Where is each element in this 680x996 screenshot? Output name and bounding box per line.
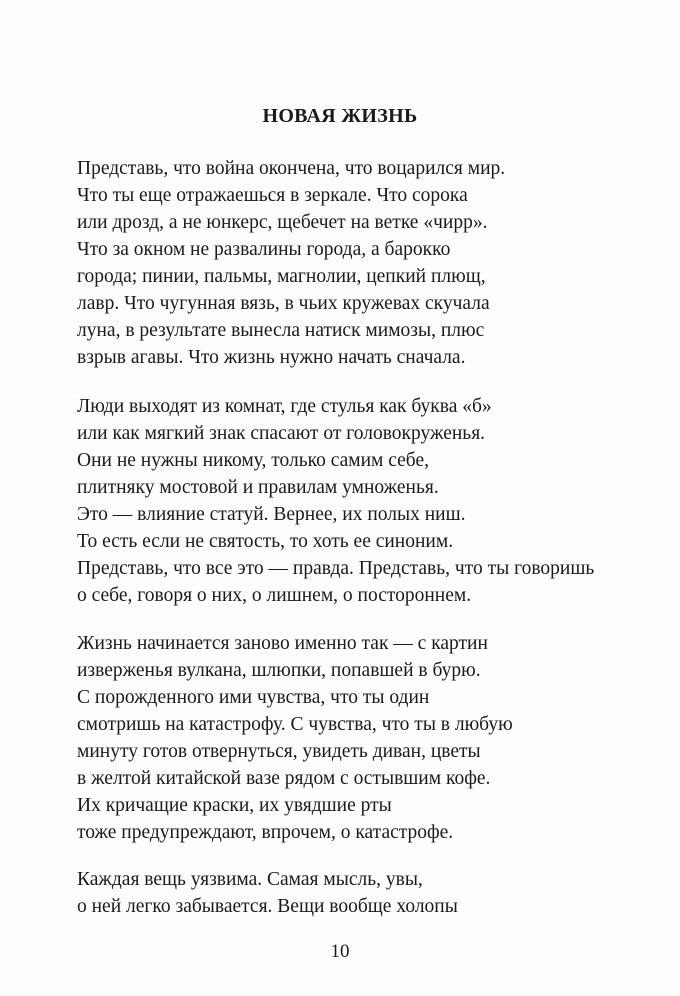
stanza-1 <box>77 155 677 371</box>
poem-line: Люди выходят из комнат, где стулья как буква «б» <box>77 396 492 417</box>
stanza-3 <box>77 630 677 846</box>
poem-line: плитняку мостовой и правилам умноженья. <box>77 477 439 498</box>
stanza-2 <box>77 393 677 609</box>
poem-line: смотришь на катастрофу. С чувства, что ты в любую <box>77 714 513 735</box>
poem-line: С порожденного ими чувства, что ты один <box>77 687 430 708</box>
poem-title: НОВАЯ ЖИЗНЬ <box>262 105 418 127</box>
poem-line: о ней легко забывается. Вещи вообще холопы <box>77 896 458 917</box>
poem-line: Жизнь начинается заново именно так — с картин <box>77 633 488 654</box>
poem-line: То есть если не святость, то хоть ее синоним. <box>77 531 454 552</box>
poem-line: взрыв агавы. Что жизнь нужно начать сначала. <box>77 347 466 368</box>
poem-line: Что за окном не развалины города, а барокко <box>77 239 451 260</box>
poem-line: или как мягкий знак спасают от головокруженья. <box>77 423 486 444</box>
poem-line: о себе, говоря о них, о лишнем, о постороннем. <box>77 585 472 606</box>
poem-line: Представь, что война окончена, что воцарился мир. <box>77 158 506 179</box>
poem-line: Они не нужны никому, только самим себе, <box>77 450 429 471</box>
poem-line: в желтой китайской вазе рядом с остывшим кофе. <box>77 768 491 789</box>
poem-line: Что ты еще отражаешься в зеркале. Что сорока <box>77 185 468 206</box>
poem-line: или дрозд, а не юнкерс, щебечет на ветке «чирр». <box>77 212 488 233</box>
poem-line: Каждая вещь уязвима. Самая мысль, увы, <box>77 869 423 890</box>
poem-line: города; пинии, пальмы, магнолии, цепкий плющ, <box>77 266 486 287</box>
poem-line: изверженья вулкана, шлюпки, попавшей в бурю. <box>77 660 481 681</box>
poem-line: минуту готов отвернуться, увидеть диван, цветы <box>77 741 481 762</box>
poem-line: луна, в результате вынесла натиск мимозы, плюс <box>77 320 485 341</box>
poem-line: тоже предупреждают, впрочем, о катастрофе. <box>77 822 454 843</box>
page-number: 10 <box>330 941 350 962</box>
poem-line: Их кричащие краски, их увядшие рты <box>77 795 392 816</box>
stanza-4 <box>77 866 677 920</box>
poem-line: Представь, что все это — правда. Представь, что ты говоришь <box>77 558 595 579</box>
poem-line: Это — влияние статуй. Вернее, их полых ниш. <box>77 504 466 525</box>
poem-line: лавр. Что чугунная вязь, в чьих кружевах скучала <box>77 293 490 314</box>
